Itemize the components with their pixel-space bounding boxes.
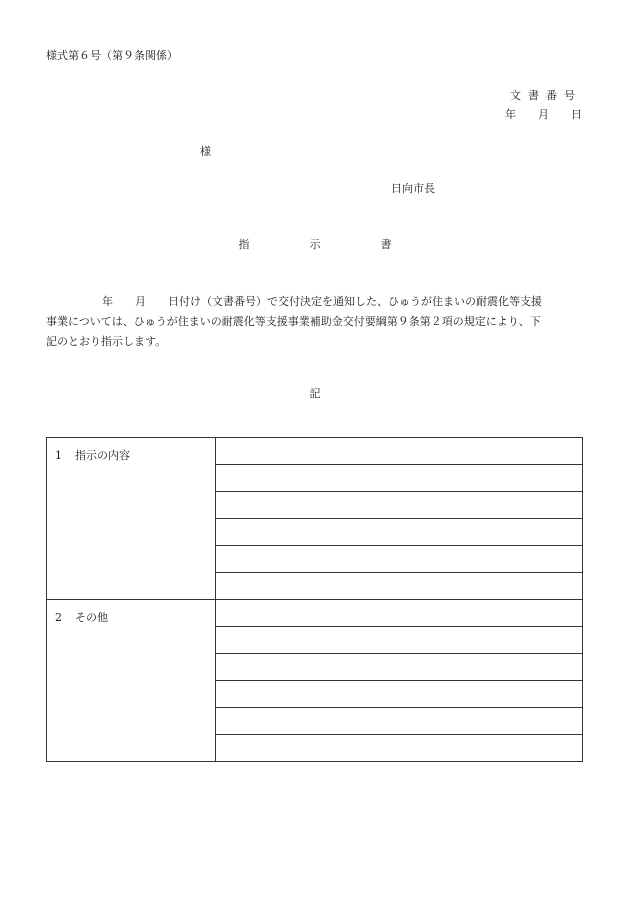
section-title: その他 xyxy=(75,611,108,624)
date-day: 日 xyxy=(571,108,582,121)
section-label-other xyxy=(47,600,216,762)
date-month: 月 xyxy=(538,108,549,121)
body-year: 年 xyxy=(102,295,113,308)
section-number: 2 xyxy=(55,611,62,624)
entry-cell[interactable] xyxy=(216,519,583,546)
body-month: 月 xyxy=(135,295,146,308)
entry-cell[interactable] xyxy=(216,573,583,600)
document-title xyxy=(0,236,630,252)
title-char: 示 xyxy=(309,238,321,251)
addressee: 様 xyxy=(200,145,211,158)
entry-cell[interactable] xyxy=(216,600,583,627)
table-row xyxy=(47,438,583,465)
table-row xyxy=(47,600,583,627)
entry-cell[interactable] xyxy=(216,627,583,654)
section-title: 指示の内容 xyxy=(75,449,130,462)
title-char: 指 xyxy=(238,238,250,251)
entry-cell[interactable] xyxy=(216,735,583,762)
entry-cell[interactable] xyxy=(216,465,583,492)
entry-cell[interactable] xyxy=(216,492,583,519)
date-line xyxy=(505,106,582,122)
body-line-1 xyxy=(46,292,586,312)
entry-cell[interactable] xyxy=(216,708,583,735)
date-year: 年 xyxy=(505,108,516,121)
entry-cell[interactable] xyxy=(216,546,583,573)
body-text xyxy=(46,292,586,352)
section-label-instruction xyxy=(47,438,216,600)
entry-cell[interactable] xyxy=(216,438,583,465)
entry-cell[interactable] xyxy=(216,654,583,681)
ki-heading: 記 xyxy=(309,387,321,400)
items-table xyxy=(46,437,583,762)
title-char: 書 xyxy=(380,238,392,251)
body-line1-tail: 日付け（文書番号）で交付決定を通知した、ひゅうが住まいの耐震化等支援 xyxy=(168,295,542,308)
body-line-2: 事業については、ひゅうが住まいの耐震化等支援事業補助金交付要綱第９条第２項の規定により、下 xyxy=(46,315,541,328)
sender: 日向市長 xyxy=(391,182,435,195)
document-number-label: 文書番号 xyxy=(510,89,582,102)
section-number: 1 xyxy=(55,449,62,462)
body-line-3: 記のとおり指示します。 xyxy=(46,335,167,348)
form-number: 様式第６号（第９条関係） xyxy=(46,49,178,62)
entry-cell[interactable] xyxy=(216,681,583,708)
